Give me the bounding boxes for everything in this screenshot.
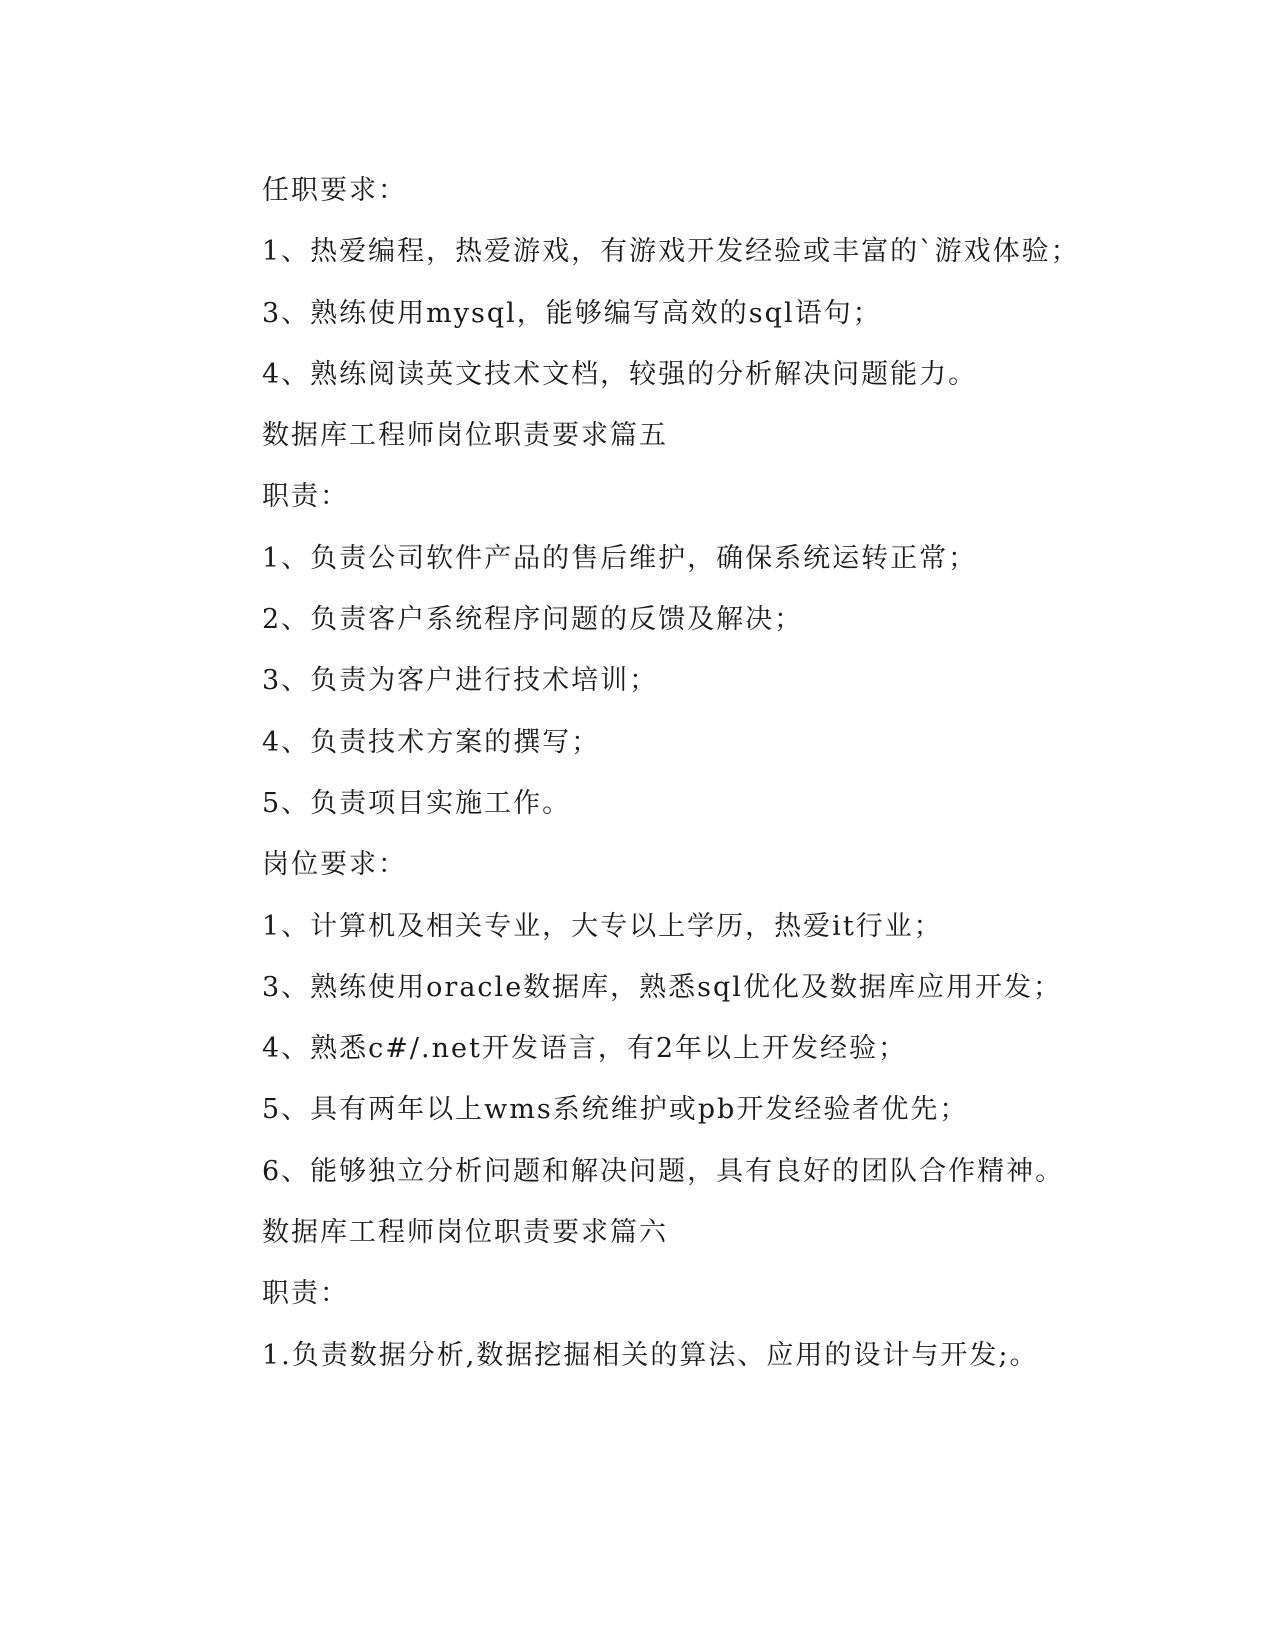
position-requirement-item-1: 1、计算机及相关专业，大专以上学历，热爱it行业；	[262, 910, 943, 942]
duty-item-1: 1、负责公司软件产品的售后维护，确保系统运转正常；	[262, 542, 978, 574]
heading-position-requirements: 岗位要求：	[262, 849, 407, 881]
heading-duties: 职责：	[262, 481, 349, 513]
duty-item-5: 5、负责项目实施工作。	[262, 787, 572, 819]
duty-item-4: 4、负责技术方案的撰写；	[262, 726, 601, 758]
document-body	[262, 160, 1162, 1386]
position-requirement-item-6: 6、能够独立分析问题和解决问题，具有良好的团队合作精神。	[262, 1155, 1065, 1187]
section-title-part-6: 数据库工程师岗位职责要求篇六	[262, 1217, 668, 1249]
requirement-item-1: 1、热爱编程，热爱游戏，有游戏开发经验或丰富的`游戏体验；	[262, 236, 1080, 268]
position-requirement-item-5: 5、具有两年以上wms系统维护或pb开发经验者优先；	[262, 1094, 969, 1126]
heading-duties-2: 职责：	[262, 1278, 349, 1310]
position-requirement-item-4: 4、熟悉c#/.net开发语言，有2年以上开发经验；	[262, 1033, 907, 1065]
position-requirement-item-3: 3、熟练使用oracle数据库，熟悉sql优化及数据库应用开发；	[262, 971, 1062, 1003]
duty-item-2: 2、负责客户系统程序问题的反馈及解决；	[262, 604, 804, 636]
duty-item-3: 3、负责为客户进行技术培训；	[262, 665, 659, 697]
heading-job-requirements: 任职要求：	[262, 175, 407, 206]
duty-item-1-part-6: 1.负责数据分析,数据挖掘相关的算法、应用的设计与开发;。	[262, 1339, 1039, 1371]
requirement-item-4: 4、熟练阅读英文技术文档，较强的分析解决问题能力。	[262, 358, 978, 390]
requirement-item-3: 3、熟练使用mysql，能够编写高效的sql语句；	[262, 297, 882, 329]
section-title-part-5: 数据库工程师岗位职责要求篇五	[262, 420, 668, 452]
